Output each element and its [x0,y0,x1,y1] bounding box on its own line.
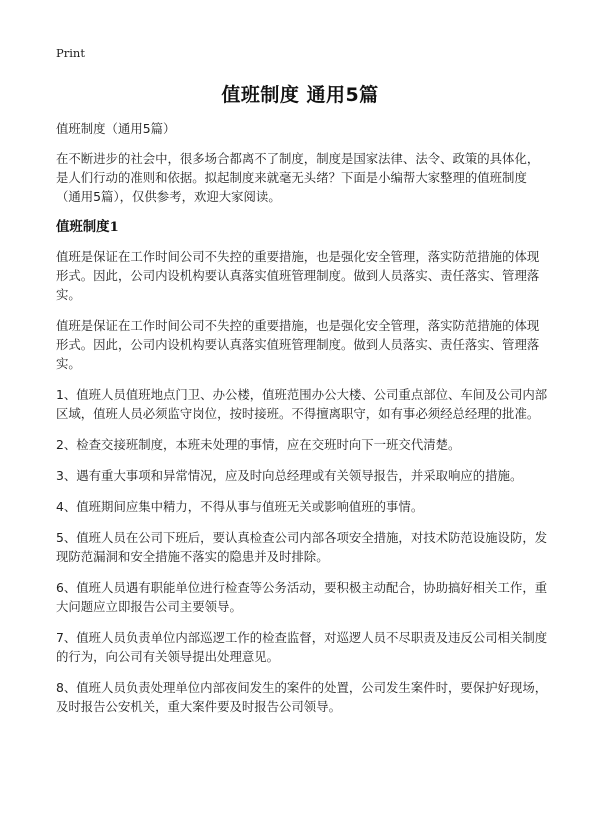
rule-item-2: 2、检查交接班制度，本班未处理的事情，应在交班时向下一班交代清楚。 [56,437,461,452]
rule-item-5: 5、值班人员在公司下班后，要认真检查公司内部各项安全措施，对技术防范设施设防，发现防范漏洞和安全措施不落实的隐患并及时排除。 [56,530,548,564]
document-body [56,119,550,728]
page-title: 值班制度 通用5篇 [221,84,379,106]
intro-paragraph: 在不断进步的社会中，很多场合都离不了制度，制度是国家法律、法令、政策的具体化，是人们行动的准则和依据。拟起制度来就毫无头绪？下面是小编帮大家整理的值班制度（通用5篇），仅供参考，欢迎大家阅读。 [56,151,540,204]
rule-item-6: 6、值班人员遇有职能单位进行检查等公务活动，要积极主动配合，协助搞好相关工作，重大问题应立即报告公司主要领导。 [56,580,548,614]
rule-item-4: 4、值班期间应集中精力，不得从事与值班无关或影响值班的事情。 [56,499,424,514]
print-link[interactable]: Print [56,46,85,60]
rule-item-3: 3、遇有重大事项和异常情况，应及时向总经理或有关领导报告，并采取响应的措施。 [56,468,523,483]
rule-item-8: 8、值班人员负责处理单位内部夜间发生的案件的处置，公司发生案件时，要保护好现场，及时报告公安机关，重大案件要及时报告公司领导。 [56,680,548,714]
document-subtitle: 值班制度（通用5篇） [56,121,176,136]
section-heading: 值班制度1 [56,219,119,235]
paragraph: 值班是保证在工作时间公司不失控的重要措施，也是强化安全管理，落实防范措施的体现形式。因此，公司内设机构要认真落实值班管理制度。做到人员落实、责任落实、管理落实。 [56,318,540,371]
rule-item-1: 1、值班人员值班地点门卫、办公楼，值班范围办公大楼、公司重点部位、车间及公司内部区域，值班人员必须监守岗位，按时接班。不得擅离职守，如有事必须经总经理的批准。 [56,387,548,421]
paragraph: 值班是保证在工作时间公司不失控的重要措施，也是强化安全管理，落实防范措施的体现形式。因此，公司内设机构要认真落实值班管理制度。做到人员落实、责任落实、管理落实。 [56,249,540,302]
rule-item-7: 7、值班人员负责单位内部巡逻工作的检查监督，对巡逻人员不尽职责及违反公司相关制度的行为，向公司有关领导提出处理意见。 [56,630,548,664]
